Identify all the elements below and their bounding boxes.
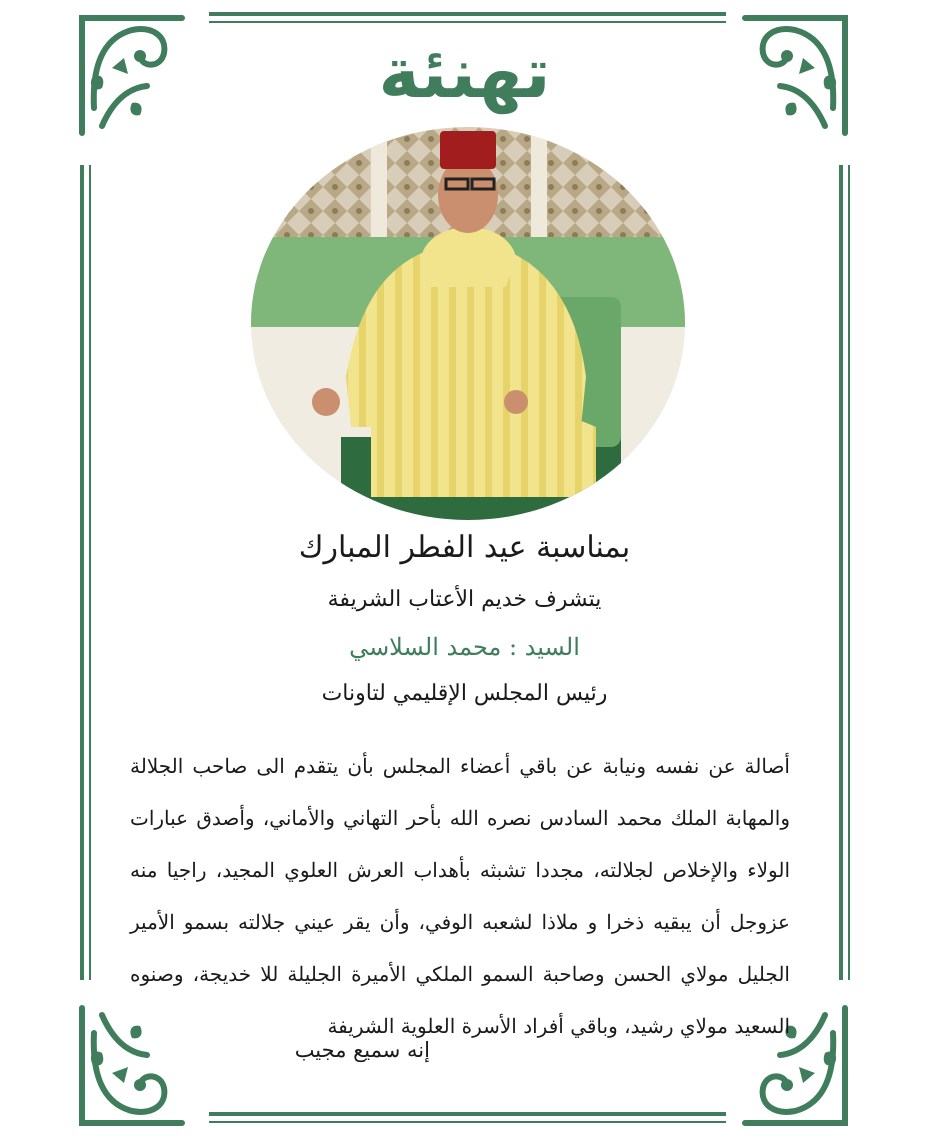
frame-bottom-line-1 — [209, 1112, 726, 1116]
frame-top-line-2 — [209, 21, 726, 23]
frame-right-line-1 — [839, 165, 843, 980]
frame-top-line-1 — [209, 12, 726, 16]
sender-position: رئيس المجلس الإقليمي لتاونات — [321, 681, 608, 706]
honors-line: يتشرف خديم الأعتاب الشريفة — [327, 587, 602, 612]
frame-right-line-2 — [848, 165, 850, 980]
page-title: تهنئة — [378, 32, 551, 114]
frame-left-line-2 — [89, 165, 91, 980]
frame-left-line-1 — [80, 165, 84, 980]
closing-phrase: إنه سميع مجيب — [294, 1038, 430, 1062]
occasion-heading: بمناسبة عيد الفطر المبارك — [298, 530, 631, 565]
sender-name: السيد : محمد السلاسي — [349, 633, 580, 661]
portrait-photo — [251, 127, 685, 520]
frame-bottom-line-2 — [209, 1121, 726, 1123]
congratulation-message: أصالة عن نفسه ونيابة عن باقي أعضاء المجلس بأن يتقدم الى صاحب الجلالة والمهابة الملك محمد السادس نصره الله بأحر التهاني والأماني، وأصدق عبارات الولاء والإخلاص لجلالته، مجددا تشبثه بأهداب العرش العلوي المجيد، راجيا منه عزوجل أن يبقيه ذخرا و ملاذا لشعبه الوفي، وأن يقر عيني جلالته بسمو الأمير الجليل مولاي الحسن وصاحبة السمو الملكي الأميرة الجليلة للا خديجة، وصنوه السعيد مولاي رشيد، وباقي أفراد الأسرة العلوية الشريفة — [130, 754, 790, 1038]
